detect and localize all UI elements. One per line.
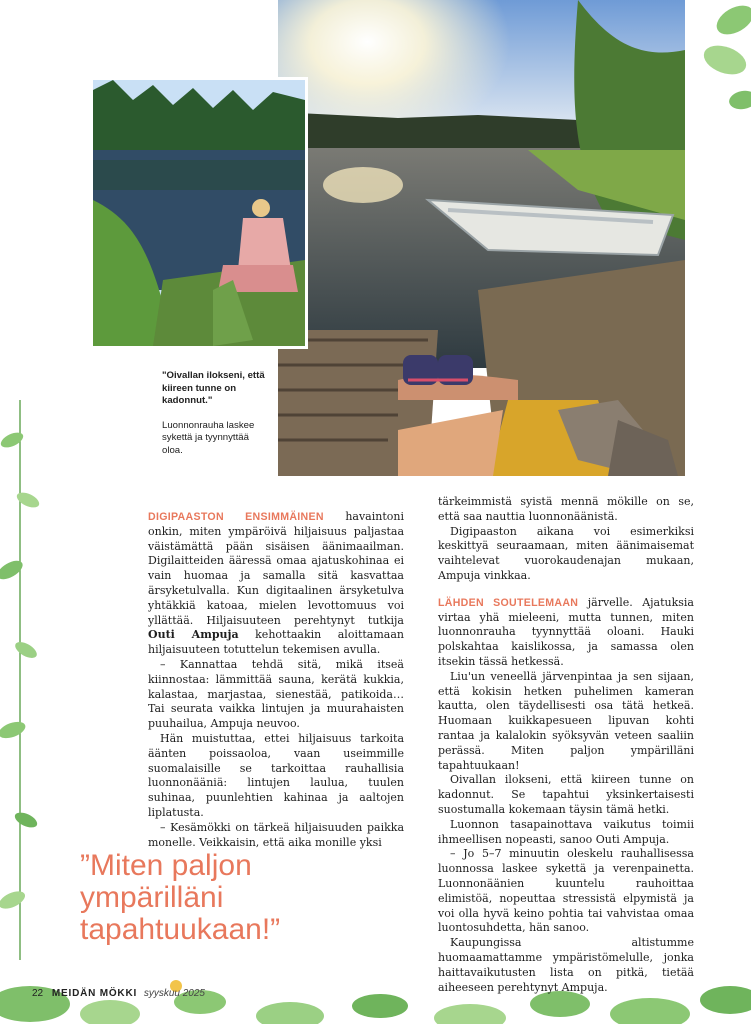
- paragraph-text: kehottaakin aloittamaan hiljaisuuteen totuttelun tekemisen avulla.: [148, 628, 404, 657]
- photo-caption: [162, 370, 272, 470]
- paragraph: Hän muistuttaa, ettei hiljaisuus tarkoita äänten poissaoloa, vaan useimmille suomalaisille se tarkoittaa rauhallisia luonnonääniä: lintujen laulua, tuulen suhinaa, puunlehtien kahinaa ja aaltojen liplatusta.: [148, 731, 404, 819]
- lead-in: DIGIPAASTON ENSIMMÄINEN: [148, 511, 324, 523]
- paragraph: – Jo 5–7 minuutin oleskelu rauhallisessa luonnossa laskee sykettä ja verenpainetta. Luonnonäänien kuuntelu rauhoittaa elimistöä, nopeuttaa stressistä elpymistä ja voi olla hyvä keino pohtia tai vahvistaa omaa luontosuhdetta, hän sanoo.: [438, 847, 694, 935]
- leaf-decoration-left: [0, 400, 40, 960]
- caption-quote: "Oivallan ilokseni, että kiireen tunne on kadonnut.": [162, 370, 265, 407]
- woman-by-lake-photo: [90, 77, 308, 349]
- paragraph-text: havaintoni onkin, miten ympäröivä hiljaisuus paljastaa väistämättä pään sisäisen äänimaailman. Digilaitteiden ääressä omaa ajatuskohinaa ei vain huomaa ja samalla sitä kasvattaa ärsyketulvalla. Kun digitaalinen ärsyketulva yhtäkkiä katoaa, mielen levottomuus voi yllättää. Hiljaisuuteen perehtynyt tutkija: [148, 510, 404, 627]
- article-column-2: [438, 495, 694, 995]
- paragraph: Luonnon tasapainottava vaikutus toimii ihmeellisen nopeasti, sanoo Outi Ampuja.: [438, 817, 694, 846]
- lake-boat-photo: [278, 0, 685, 476]
- magazine-name: MEIDÄN MÖKKI: [51, 988, 138, 999]
- lead-in: LÄHDEN SOUTELEMAAN: [438, 596, 579, 609]
- paragraph: Digipaaston aikana voi esimerkiksi keskittyä seuraamaan, miten äänimaisemat vaihtelevat vuorokaudenajan mukaan, Ampuja vinkkaa.: [438, 524, 694, 582]
- page-number: 22: [32, 988, 44, 999]
- page-footer: [32, 988, 205, 999]
- paragraph-text: järvelle. Ajatuksia virtaa yhä mieleeni, mutta tunnen, miten luonnonrauha tyynnyttää oloani. Hauki polskahtaa kaislikossa, ja samassa olen itsekin tässä hetkessä.: [438, 595, 694, 668]
- article-column-1: [148, 510, 404, 850]
- paragraph: Kaupungissa altistumme huomaamattamme ympäristömelulle, jonka haittavaikutusten lista on pitkä, tietää aiheeseen perehtynyt Ampuja.: [438, 936, 694, 994]
- paragraph: [148, 510, 404, 658]
- paragraph: tärkeimmistä syistä mennä mökille on se, että saa nauttia luonnonäänistä.: [438, 495, 694, 523]
- pull-quote: ”Miten paljon ympärilläni tapahtuukaan!”: [80, 849, 281, 946]
- person-name: Outi Ampuja: [148, 628, 239, 642]
- caption-text: Luonnonrauha laskee sykettä ja tyynnyttää oloa.: [162, 419, 255, 456]
- leaf-decoration-top-right: [685, 0, 751, 120]
- paragraph: Oivallan ilokseni, että kiireen tunne on kadonnut. Se tapahtui yksinkertaisesti suostumalla kokemaan täysin tämä hetki.: [438, 773, 694, 816]
- paragraph: – Kannattaa tehdä sitä, mikä itseä kiinnostaa: lämmittää sauna, kerätä kukkia, kalastaa, marjastaa, sienestää, patikoida… Tai seurata vaikka lintujen ja muurahaisten puuhailua, Ampuja neuvoo.: [148, 657, 404, 731]
- paragraph: Liu'un veneellä järvenpintaa ja sen sijaan, että kokisin hetken puhelimen kameran kautta, olen täydellisesti osa tätä hetkeä. Huomaan kuikkapesueen lipuvan kohti rantaa ja kalalokin syöksyvän veteen saaliin perässä. Miten paljon ympärilläni tapahtuukaan!: [438, 669, 694, 772]
- paragraph: – Kesämökki on tärkeä hiljaisuuden paikka monelle. Veikkaisin, että aika monille yksi: [148, 820, 404, 849]
- paragraph: [438, 596, 694, 670]
- issue-date: syyskuu 2025: [143, 988, 205, 999]
